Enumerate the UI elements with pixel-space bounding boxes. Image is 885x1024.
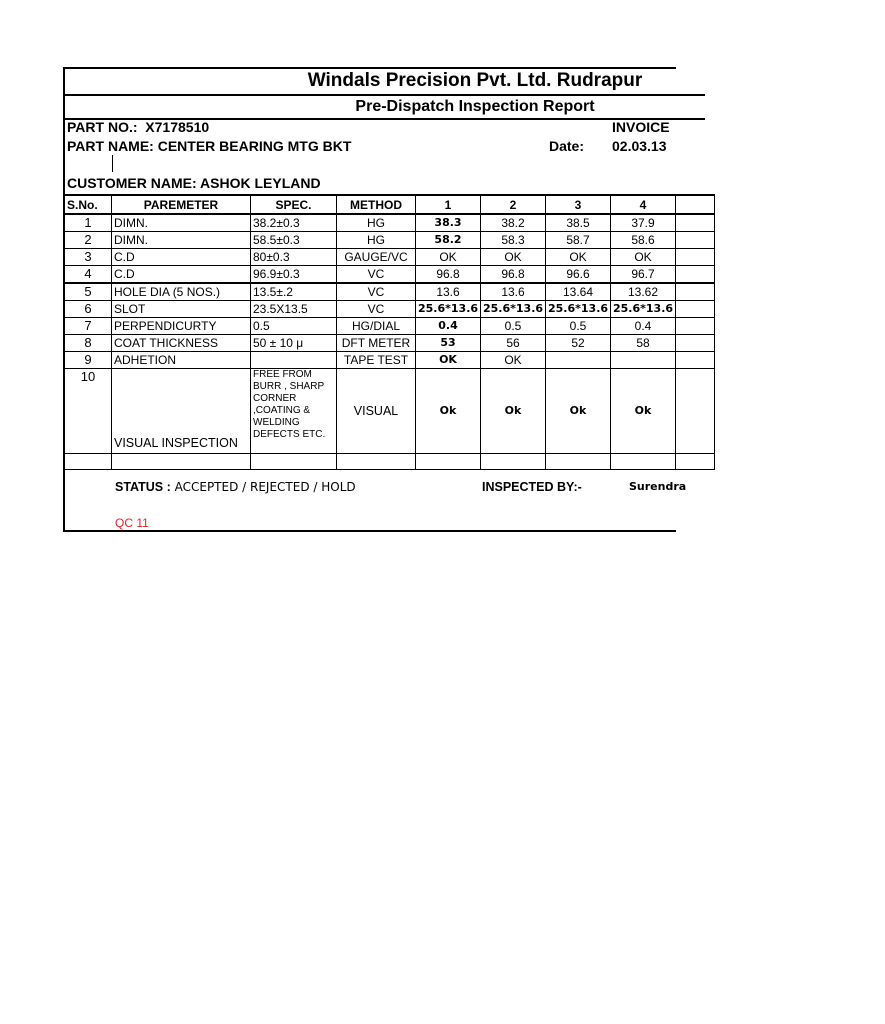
customer-row [67,174,321,192]
cell-method: HG/DIAL [337,318,416,335]
cell-sno: 6 [65,301,112,318]
cell-sno: 5 [65,283,112,301]
cell-sample-1: 38.3 [416,214,481,232]
cell-spec: 58.5±0.3 [251,232,337,249]
cell-extra [676,283,715,301]
cell-sample-4: 37.9 [611,214,676,232]
cell-spec [251,352,337,369]
cell-sample-2: 58.3 [481,232,546,249]
cell-sample-2: OK [481,249,546,266]
status-options: ACCEPTED / REJECTED / HOLD [174,480,356,494]
col-header-parameter: PAREMETER [112,195,251,214]
cell-method: HG [337,232,416,249]
table-row [65,214,715,232]
cell-blank [65,454,112,470]
cell-blank [611,454,676,470]
cell-blank [112,454,251,470]
cell-sample-1: OK [416,249,481,266]
cell-sample-4: 58.6 [611,232,676,249]
date-value: 02.03.13 [612,138,667,154]
cell-parameter: VISUAL INSPECTION [112,369,251,454]
cell-sample-1: 58.2 [416,232,481,249]
cell-blank [416,454,481,470]
cell-sample-1: 0.4 [416,318,481,335]
cell-extra [676,352,715,369]
cell-sample-3: 96.6 [546,266,611,284]
cell-sample-2: 25.6*13.6 [481,301,546,318]
cell-method: VISUAL [337,369,416,454]
cell-extra [676,301,715,318]
cell-sample-3: 25.6*13.6 [546,301,611,318]
inspection-table [64,194,715,470]
cell-spec: 13.5±.2 [251,283,337,301]
cell-extra [676,335,715,352]
cell-sample-4: 96.7 [611,266,676,284]
text-cursor [112,155,113,172]
cell-sample-4: Ok [611,369,676,454]
cell-extra [676,266,715,284]
cell-method: VC [337,283,416,301]
cell-blank [337,454,416,470]
cell-sample-4: 13.62 [611,283,676,301]
cell-spec: 23.5X13.5 [251,301,337,318]
cell-spec: 0.5 [251,318,337,335]
cell-method: VC [337,301,416,318]
cell-sample-2: OK [481,352,546,369]
cell-sample-3 [546,352,611,369]
customer-label: CUSTOMER NAME: [67,175,197,191]
cell-sample-3: 58.7 [546,232,611,249]
cell-sample-3: OK [546,249,611,266]
table-row [65,283,715,301]
cell-extra [676,318,715,335]
invoice-label: INVOICE [612,119,670,135]
part-name-value: CENTER BEARING MTG BKT [157,138,352,154]
inspection-report-sheet [63,67,687,532]
table-row [65,249,715,266]
table-row [65,301,715,318]
table-row [65,335,715,352]
cell-sample-4 [611,352,676,369]
table-row [65,266,715,284]
cell-parameter: SLOT [112,301,251,318]
cell-sno: 9 [65,352,112,369]
cell-sample-4: 25.6*13.6 [611,301,676,318]
cell-sno: 7 [65,318,112,335]
part-no-value: X7178510 [145,119,210,135]
table-row [65,352,715,369]
status-row [115,480,356,494]
table-header-row [65,195,715,214]
company-name: Windals Precision Pvt. Ltd. Rudrapur [307,70,643,91]
cell-sample-3: 13.64 [546,283,611,301]
cell-sample-1: 53 [416,335,481,352]
cell-sample-1: Ok [416,369,481,454]
cell-sno: 4 [65,266,112,284]
col-header-sample-3: 3 [546,195,611,214]
col-header-extra [676,195,715,214]
form-code: QC 11 [115,516,149,530]
cell-parameter: DIMN. [112,214,251,232]
cell-sample-3: 38.5 [546,214,611,232]
cell-sample-4: 0.4 [611,318,676,335]
cell-spec: 80±0.3 [251,249,337,266]
status-label: STATUS : [115,480,171,494]
cell-sample-4: 58 [611,335,676,352]
cell-spec: 38.2±0.3 [251,214,337,232]
cell-sample-2: 38.2 [481,214,546,232]
cell-parameter: DIMN. [112,232,251,249]
cell-blank [251,454,337,470]
cell-blank [481,454,546,470]
report-title: Pre-Dispatch Inspection Report [355,98,595,115]
col-header-method: METHOD [337,195,416,214]
cell-method: TAPE TEST [337,352,416,369]
customer-value: ASHOK LEYLAND [200,175,321,191]
cell-method: GAUGE/VC [337,249,416,266]
cell-blank [676,454,715,470]
cell-sno: 2 [65,232,112,249]
cell-sample-1: 96.8 [416,266,481,284]
cell-spec: 50 ± 10 μ [251,335,337,352]
table-row [65,369,715,454]
table-row-blank [65,454,715,470]
cell-parameter: C.D [112,266,251,284]
cell-sample-2: 96.8 [481,266,546,284]
cell-sno: 1 [65,214,112,232]
table-row [65,318,715,335]
cell-spec: 96.9±0.3 [251,266,337,284]
cell-parameter: COAT THICKNESS [112,335,251,352]
table-row [65,232,715,249]
cell-method: HG [337,214,416,232]
part-no-label: PART NO.: [67,119,138,135]
col-header-sample-2: 2 [481,195,546,214]
cell-parameter: C.D [112,249,251,266]
cell-sample-3: Ok [546,369,611,454]
cell-parameter: PERPENDICURTY [112,318,251,335]
cell-method: VC [337,266,416,284]
cell-sample-1: 25.6*13.6 [416,301,481,318]
cell-parameter: ADHETION [112,352,251,369]
part-name-label: PART NAME: [67,138,154,154]
cell-spec: FREE FROM BURR , SHARP CORNER ,COATING & WELDING DEFECTS ETC. [251,369,337,454]
cell-sample-2: 56 [481,335,546,352]
cell-extra [676,369,715,454]
cell-sample-3: 52 [546,335,611,352]
col-header-sno: S.No. [65,195,112,214]
part-name-row [67,137,351,155]
cell-sample-1: 13.6 [416,283,481,301]
col-header-sample-4: 4 [611,195,676,214]
date-label: Date: [549,138,585,154]
cell-sample-2: 0.5 [481,318,546,335]
cell-extra [676,214,715,232]
cell-sample-1: OK [416,352,481,369]
cell-sno: 3 [65,249,112,266]
cell-parameter: HOLE DIA (5 NOS.) [112,283,251,301]
cell-sample-2: Ok [481,369,546,454]
cell-sno: 10 [65,369,112,454]
cell-extra [676,249,715,266]
inspector-name: Surendra [629,480,687,493]
part-no-row [67,118,209,136]
cell-sample-4: OK [611,249,676,266]
cell-sample-2: 13.6 [481,283,546,301]
cell-extra [676,232,715,249]
cell-method: DFT METER [337,335,416,352]
cell-sno: 8 [65,335,112,352]
inspected-by-label: INSPECTED BY:- [482,480,582,494]
cell-sample-3: 0.5 [546,318,611,335]
col-header-spec: SPEC. [251,195,337,214]
cell-blank [546,454,611,470]
col-header-sample-1: 1 [416,195,481,214]
